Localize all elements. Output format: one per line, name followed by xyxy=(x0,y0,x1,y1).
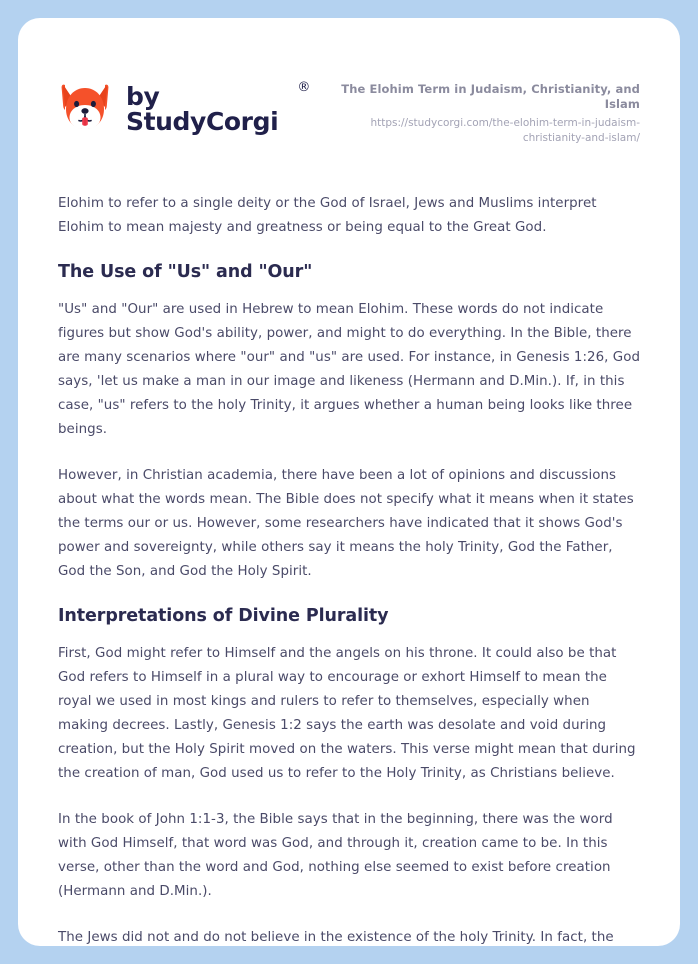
header-meta xyxy=(310,74,640,146)
registered-trademark-icon: ® xyxy=(297,80,310,95)
corgi-face-logo-icon xyxy=(58,79,112,133)
body-paragraph: The Jews did not and do not believe in the existence of the holy Trinity. In fact, the xyxy=(58,930,614,946)
body-paragraph: However, in Christian academia, there have been a lot of opinions and discussions about what the words mean. The Bible does not specify what it means when it states the terms our or us. However, some researchers have indicated that it shows God's power and sovereignty, while others say it means the holy Trinity, God the Father, God the Son, and God the Holy Spirit. xyxy=(58,468,634,580)
body-paragraph: First, God might refer to Himself and the angels on his throne. It could also be that God refers to Himself in a plural way to encourage or exhort Himself to mean the royal we used in most kings and rulers to refer to themselves, especially when making decrees. Lastly, Genesis 1:2 says the earth was desolate and void during creation, but the Holy Spirit moved on the waters. This verse might mean that during the creation of man, God used us to refer to the Holy Trinity, as Christians believe. xyxy=(58,646,636,782)
section-heading: Interpretations of Divine Plurality xyxy=(58,606,389,627)
body-paragraph: Elohim to refer to a single deity or the God of Israel, Jews and Muslims interpret Elohim to mean majesty and greatness or being equal to the Great God. xyxy=(58,196,597,236)
page-url[interactable]: https://studycorgi.com/the-elohim-term-in-judaism-christianity-and-islam/ xyxy=(370,116,640,145)
page-title: The Elohim Term in Judaism, Christianity, and Islam xyxy=(341,82,640,111)
document-header xyxy=(18,18,680,146)
section-heading: The Use of "Us" and "Our" xyxy=(58,262,313,283)
brand-logo-group[interactable] xyxy=(58,74,310,134)
brand-wordmark xyxy=(126,78,310,134)
document-page-card xyxy=(18,18,680,946)
body-paragraph: "Us" and "Our" are used in Hebrew to mean Elohim. These words do not indicate figures but show God's ability, power, and might to do everything. In the Bible, there are many scenarios where "our" and "us" are used. For instance, in Genesis 1:26, God says, 'let us make a man in our image and likeness (Hermann and D.Min.). If, in this case, "us" refers to the holy Trinity, it argues whether a human being looks like three beings. xyxy=(58,302,641,438)
document-body xyxy=(18,192,680,946)
brand-wordmark-text: by StudyCorgi xyxy=(126,82,279,136)
body-paragraph: In the book of John 1:1-3, the Bible says that in the beginning, there was the word with God Himself, that word was God, and through it, creation came to be. In this verse, other than the word and God, nothing else seemed to exist before creation (Hermann and D.Min.). xyxy=(58,812,613,900)
